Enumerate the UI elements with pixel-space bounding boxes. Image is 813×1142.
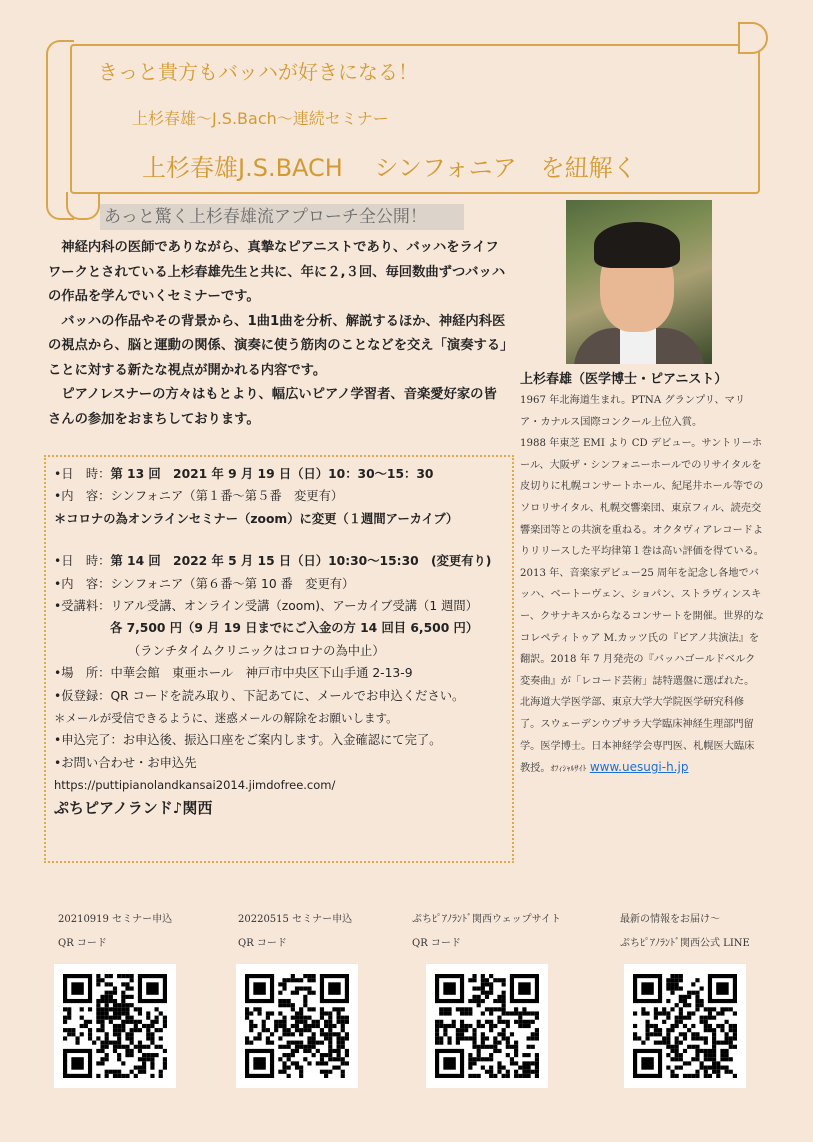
- page-title: 上杉春雄J.S.BACH シンフォニア を紐解く: [142, 154, 637, 182]
- intro-text: [48, 236, 508, 432]
- bio-text: [520, 390, 764, 780]
- session13-note: ＊コロナの為オンラインセミナー（zoom）に変更（１週間アーカイブ）: [54, 511, 459, 526]
- venue: 中華会館 東亜ホール 神戸市中央区下山手通 2-13-9: [110, 666, 413, 681]
- portrait-photo: [566, 200, 712, 364]
- qr-label-2: 20220515 セミナー申込 QR コード: [238, 914, 353, 949]
- fee-options: リアル受講、オンライン受講（zoom)、アーカイブ受講（1 週間）: [110, 599, 478, 614]
- qr-label-3: ぷちﾋﾟｱﾉﾗﾝﾄﾞ関西ウェップサイト QR コード: [412, 914, 561, 949]
- brand-name: ぷちピアノランド♪関西: [54, 798, 213, 817]
- content-label: •内 容：: [54, 489, 111, 504]
- venue-label: •場 所：: [54, 666, 111, 681]
- bio-paragraph: 北海道大学医学部、東京大学大学院医学研究科修了。スウェーデンウプサラ大学臨床神経生理部門留学。医学博士。日本神経学会専門医、札幌医大臨床教授。ｵﾌｨｼｬﾙｻｲﾄ www.uesugi-h.jp: [520, 697, 755, 775]
- date-label: •日 時：: [54, 554, 111, 569]
- bio-paragraph: 1967 年北海道生まれ。PTNA グランプリ、マリア・カナルス国際コンクール上位入賞。: [520, 395, 746, 428]
- session14-date: 第 14 回 2022 年 5 月 15 日（日）10:30～15:30 (変更有り): [110, 554, 492, 569]
- scroll-decoration-right: [738, 22, 768, 54]
- bio-name: 上杉春雄（医学博士・ピアニスト）: [520, 372, 728, 387]
- series-title: 上杉春雄～J.S.Bach～連続セミナー: [132, 109, 389, 128]
- contact-label: •お問い合わせ・お申込先: [54, 755, 197, 770]
- qr-label-1: 20210919 セミナー申込 QR コード: [58, 914, 173, 949]
- qr-code-seminar-20220515[interactable]: [236, 964, 358, 1088]
- official-site-label: ｵﾌｨｼｬﾙｻｲﾄ: [550, 764, 587, 774]
- registration-note: •仮登録：QR コードを読み取り、下記あてに、メールでお申込ください。: [54, 688, 465, 703]
- scroll-decoration-tail: [66, 192, 100, 220]
- qr-code-seminar-20210919[interactable]: [54, 964, 176, 1088]
- content-label: •内 容：: [54, 576, 111, 591]
- session13-date: 第 13 回 2021 年 9 月 19 日（日）10：30～15：30: [110, 467, 434, 481]
- bio-paragraph: 1988 年東芝 EMI より CD デビュー。サントリーホール、大阪ザ・シンフォニーホールでのリサイタルを皮切りに札幌コンサートホール、紀尾井ホール等でのソロリサイタル、札幌交響楽団、東京フィル、読売交響楽団等との共演を重ねる。オクタヴィアレコードよりリリースした平均律第１巻は高い評価を得ている。: [520, 438, 764, 558]
- qr-code-line[interactable]: [624, 964, 746, 1088]
- seminar-info-box: [44, 455, 514, 863]
- date-label: •日 時：: [54, 467, 111, 481]
- fee-label: •受講料：: [54, 599, 111, 614]
- completion-note: •申込完了：お申込後、振込口座をご案内します。入金確認にて完了。: [54, 733, 442, 748]
- intro-paragraph: ピアノレスナーの方々はもとより、幅広いピアノ学習者、音楽愛好家の皆さんの参加をおまちしております。: [48, 387, 497, 427]
- official-site-link[interactable]: www.uesugi-h.jp: [589, 760, 689, 775]
- bio-paragraph: 2013 年、音楽家デビュー25 周年を記念し各地でバッハ、ベートーヴェン、ショパン、ストラヴィンスキー、クサナキスからなるコンサートを開催。世界的なコレペティトゥア M.カッツ氏の『ピアノ共演法』を翻訳。2018 年 7 月発売の『バッハゴールドベルク変奏曲』が「レコード芸術」誌特選盤に選ばれた。: [520, 567, 764, 687]
- website-url[interactable]: https://puttipianolandkansai2014.jimdofree.com/: [54, 778, 336, 793]
- qr-label-4: 最新の情報をお届け～ ぷちﾋﾟｱﾉﾗﾝﾄﾞ関西公式 LINE: [620, 914, 750, 949]
- sub-banner: あっと驚く上杉春雄流アプローチ全公開！: [100, 204, 464, 230]
- fee-note: （ランチタイムクリニックはコロナの為中止）: [128, 643, 385, 658]
- tagline: きっと貴方もバッハが好きになる！: [98, 60, 418, 84]
- mail-note: ＊メールが受信できるように、迷惑メールの解除をお願いします。: [54, 711, 398, 726]
- session14-content: シンフォニア（第６番～第 10 番 変更有）: [110, 576, 355, 591]
- intro-paragraph: 神経内科の医師でありながら、真摯なピアニストであり、バッハをライフワークとされている上杉春雄先生と共に、年に２,３回、毎回数曲ずつバッハの作品を学んでいくセミナーです。: [48, 240, 506, 304]
- qr-code-website[interactable]: [426, 964, 548, 1088]
- fee-amount: 各 7,500 円（9 月 19 日までにご入金の方 14 回目 6,500 円）: [110, 621, 479, 636]
- intro-paragraph: バッハの作品やその背景から、1曲1曲を分析、解説するほか、神経内科医の視点から、脳と運動の関係、演奏に使う筋肉のことなどを交え「演奏する」ことに対する新たな視点が開かれる内容です。: [48, 313, 507, 378]
- session13-content: シンフォニア（第１番～第５番 変更有）: [110, 489, 344, 504]
